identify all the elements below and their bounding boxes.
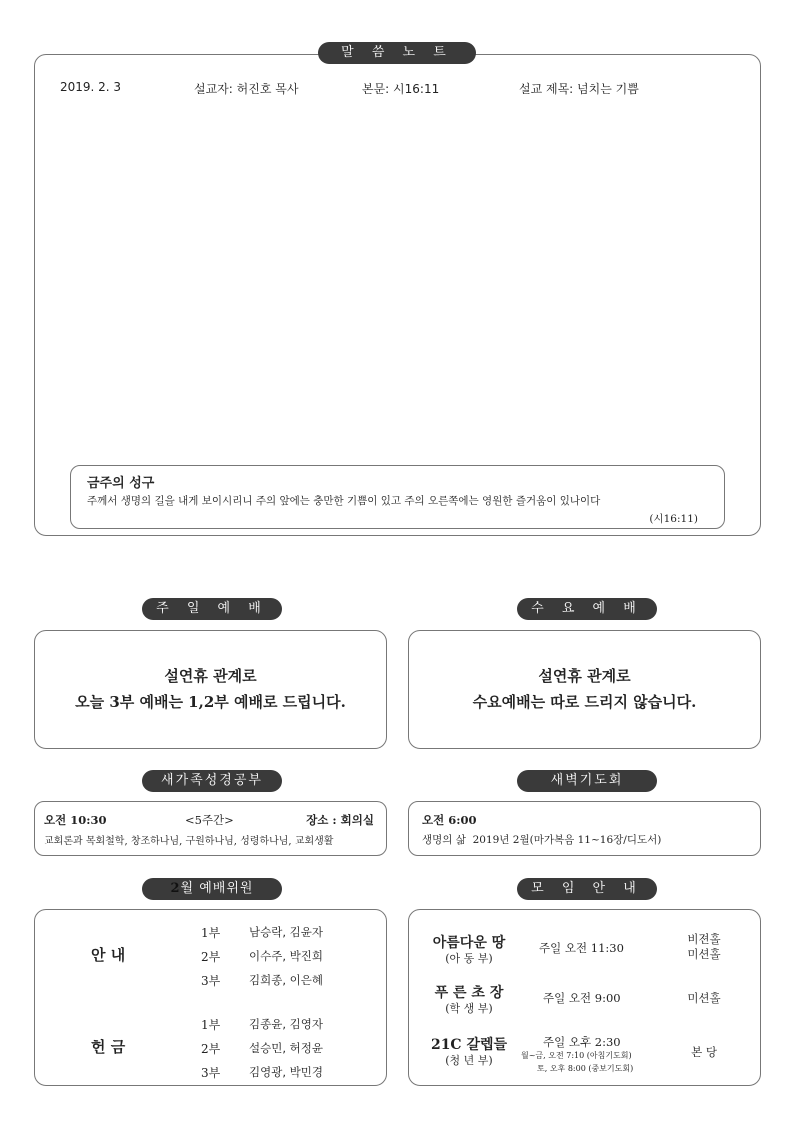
committee-box <box>34 909 387 1086</box>
sermon-text: 본문: 시16:11 <box>362 82 440 96</box>
wednesday-worship-title: 수 요 예 배 <box>517 598 657 620</box>
meeting-sub: (학 생 부) <box>445 1002 493 1015</box>
verse-text: 주께서 생명의 길을 내게 보이시리니 주의 앞에는 충만한 기쁨이 있고 주의 오른쪽에는 영원한 즐거움이 있나이다 <box>87 495 601 507</box>
meeting-place: 미션홀 <box>687 991 721 1005</box>
meeting-time: 주일 오전 11:30 <box>539 941 624 955</box>
meeting-time: 주일 오후 2:30 <box>543 1035 621 1049</box>
wednesday-worship-box <box>408 630 761 749</box>
sermon-note-title: 말 씀 노 트 <box>318 42 476 64</box>
meeting-time-note: 토, 오후 8:00 (중보기도회) <box>537 1064 634 1073</box>
wednesday-msg <box>409 663 760 715</box>
meeting-place: 본 당 <box>691 1045 717 1059</box>
committee-group-label: 헌 금 <box>91 1038 126 1056</box>
meeting-name: 아름다운 땅 <box>432 935 506 951</box>
sunday-line2: 오늘 3부 예배는 1,2부 예배로 드립니다. <box>75 693 346 711</box>
committee-part: 1부 <box>201 926 221 940</box>
sermon-preacher: 설교자: 허진호 목사 <box>194 82 299 96</box>
sermon-date: 2019. 2. 3 <box>60 80 122 94</box>
committee-part: 1부 <box>201 1018 221 1032</box>
committee-names: 남승락, 김윤자 <box>249 925 323 939</box>
verse-title: 금주의 성구 <box>87 476 155 491</box>
meeting-name: 21C 갈렙들 <box>430 1037 508 1053</box>
dawn-prayer-desc: 생명의 삶 2019년 2월(마가복음 11~16장/디도서) <box>422 834 662 846</box>
family-bible-place: 장소 : 회의실 <box>306 813 374 827</box>
sunday-line1: 설연휴 관계로 <box>164 667 257 685</box>
wednesday-line2: 수요예배는 따로 드리지 않습니다. <box>472 693 697 711</box>
meeting-time: 주일 오전 9:00 <box>543 991 621 1005</box>
family-bible-weeks: <5주간> <box>185 813 234 827</box>
committee-names: 김종윤, 김영자 <box>249 1017 323 1031</box>
committee-group-label: 안 내 <box>91 946 126 964</box>
sunday-worship-title: 주 일 예 배 <box>142 598 282 620</box>
meeting-place: 비젼홀 미션홀 <box>687 932 721 961</box>
family-bible-title: 새가족성경공부 <box>142 770 282 792</box>
verse-box <box>70 465 725 529</box>
meeting-time-note: 월~금, 오전 7:10 (아침기도회) <box>521 1051 632 1060</box>
family-bible-box <box>34 801 387 856</box>
committee-part: 2부 <box>201 950 221 964</box>
dawn-prayer-time: 오전 6:00 <box>422 813 477 827</box>
dawn-prayer-box <box>408 801 761 856</box>
dawn-prayer-title: 새벽기도회 <box>517 770 657 792</box>
family-bible-topics: 교회론과 목회철학, 창조하나님, 구원하나님, 성령하나님, 교회생활 <box>44 836 334 847</box>
committee-title <box>142 878 282 900</box>
sunday-worship-box <box>34 630 387 749</box>
verse-ref: (시16:11) <box>649 513 698 525</box>
committee-title-num: 2 <box>170 881 181 896</box>
family-bible-time: 오전 10:30 <box>44 813 107 827</box>
sermon-title: 설교 제목: 넘치는 기쁨 <box>519 82 639 96</box>
committee-part: 3부 <box>201 1066 221 1080</box>
wednesday-line1: 설연휴 관계로 <box>538 667 631 685</box>
meeting-sub: (청 년 부) <box>445 1054 493 1067</box>
committee-title-rest: 월 예배위원 <box>180 881 254 896</box>
meetings-title: 모 임 안 내 <box>517 878 657 900</box>
committee-part: 3부 <box>201 974 221 988</box>
sermon-note-box <box>34 54 761 536</box>
meeting-sub: (아 동 부) <box>445 952 493 965</box>
committee-names: 설승민, 허정윤 <box>249 1041 323 1055</box>
committee-part: 2부 <box>201 1042 221 1056</box>
meeting-name: 푸 른 초 장 <box>434 985 504 1001</box>
committee-names: 이수주, 박진희 <box>249 949 323 963</box>
sunday-msg <box>35 663 386 715</box>
meetings-box <box>408 909 761 1086</box>
committee-names: 김영광, 박민경 <box>249 1065 323 1079</box>
committee-names: 김희종, 이은혜 <box>249 973 323 987</box>
